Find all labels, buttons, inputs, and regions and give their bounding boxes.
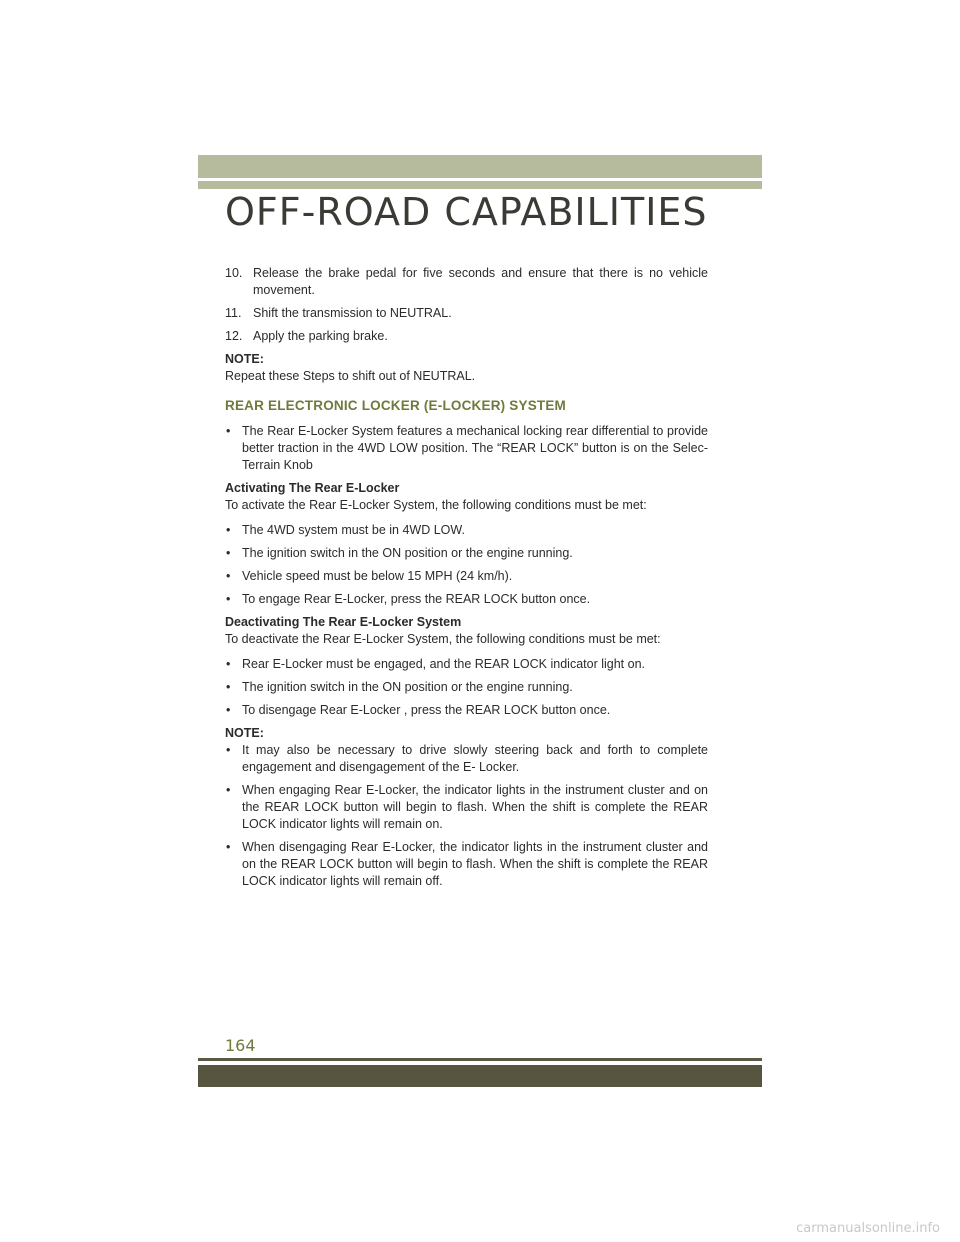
list-item	[225, 679, 708, 696]
bullet-text: To engage Rear E-Locker, press the REAR LOCK button once.	[242, 592, 591, 606]
bullet-text: The Rear E-Locker System features a mechanical locking rear differential to provide better traction in the 4WD LOW position. The “REAR LOCK” button is on the Selec-Terrain Knob	[242, 424, 708, 472]
header-band-line	[198, 181, 762, 189]
bullet-icon: •	[226, 424, 231, 438]
bullet-text: It may also be necessary to drive slowly steering back and forth to complete engagement and disengagement of the E- Locker.	[242, 743, 708, 774]
bullet-icon: •	[226, 546, 231, 560]
bullet-text: The ignition switch in the ON position or the engine running.	[242, 546, 573, 560]
activating-intro: To activate the Rear E-Locker System, the following conditions must be met:	[225, 498, 647, 512]
bullet-text: When engaging Rear E-Locker, the indicator lights in the instrument cluster and on the REAR LOCK button will begin to flash. When the shift is complete the REAR LOCK indicator lights will remain on.	[242, 783, 708, 831]
step-text: Apply the parking brake.	[253, 329, 388, 343]
bullet-icon: •	[226, 657, 231, 671]
step-number: 12.	[225, 329, 243, 343]
bullet-icon: •	[226, 523, 231, 537]
subheading-activating: Activating The Rear E-Locker	[225, 481, 400, 495]
bullet-text: The ignition switch in the ON position or the engine running.	[242, 680, 573, 694]
step-item	[225, 265, 708, 299]
bullet-text: The 4WD system must be in 4WD LOW.	[242, 523, 465, 537]
note-text: Repeat these Steps to shift out of NEUTRAL.	[225, 369, 476, 383]
section-heading: REAR ELECTRONIC LOCKER (E-LOCKER) SYSTEM	[225, 398, 567, 413]
list-item	[225, 702, 708, 719]
step-text: Release the brake pedal for five seconds and ensure that there is no vehicle movement.	[253, 266, 708, 297]
subheading-deactivating: Deactivating The Rear E-Locker System	[225, 615, 462, 629]
step-text: Shift the transmission to NEUTRAL.	[253, 306, 452, 320]
list-item	[225, 591, 708, 608]
bullet-text: Vehicle speed must be below 15 MPH (24 km/h).	[242, 569, 513, 583]
step-number: 10.	[225, 266, 243, 280]
bullet-text: When disengaging Rear E-Locker, the indicator lights in the instrument cluster and on the REAR LOCK button will begin to flash. When the shift is complete the REAR LOCK indicator lights will remain off.	[242, 840, 708, 888]
list-item	[225, 782, 708, 833]
footer-band	[198, 1065, 762, 1087]
list-item	[225, 656, 708, 673]
deactivating-intro: To deactivate the Rear E-Locker System, the following conditions must be met:	[225, 632, 661, 646]
page-number: 164	[225, 1036, 256, 1055]
section-title: OFF-ROAD CAPABILITIES	[225, 190, 708, 234]
watermark: carmanualsonline.info	[796, 1221, 940, 1236]
list-item	[225, 423, 708, 474]
bullet-icon: •	[226, 840, 231, 854]
list-item	[225, 522, 708, 539]
header-band	[198, 155, 762, 178]
bullet-icon: •	[226, 569, 231, 583]
bullet-icon: •	[226, 743, 231, 757]
list-item	[225, 545, 708, 562]
bullet-icon: •	[226, 680, 231, 694]
page-content	[225, 265, 708, 896]
list-item	[225, 568, 708, 585]
bullet-text: Rear E-Locker must be engaged, and the REAR LOCK indicator light on.	[242, 657, 645, 671]
step-number: 11.	[225, 306, 242, 320]
bullet-icon: •	[226, 592, 231, 606]
bullet-text: To disengage Rear E-Locker , press the REAR LOCK button once.	[242, 703, 611, 717]
note-label: NOTE:	[225, 726, 264, 740]
step-item	[225, 328, 708, 345]
list-item	[225, 742, 708, 776]
footer-rule	[198, 1058, 762, 1061]
list-item	[225, 839, 708, 890]
bullet-icon: •	[226, 703, 231, 717]
bullet-icon: •	[226, 783, 231, 797]
step-item	[225, 305, 708, 322]
note-label: NOTE:	[225, 352, 264, 366]
